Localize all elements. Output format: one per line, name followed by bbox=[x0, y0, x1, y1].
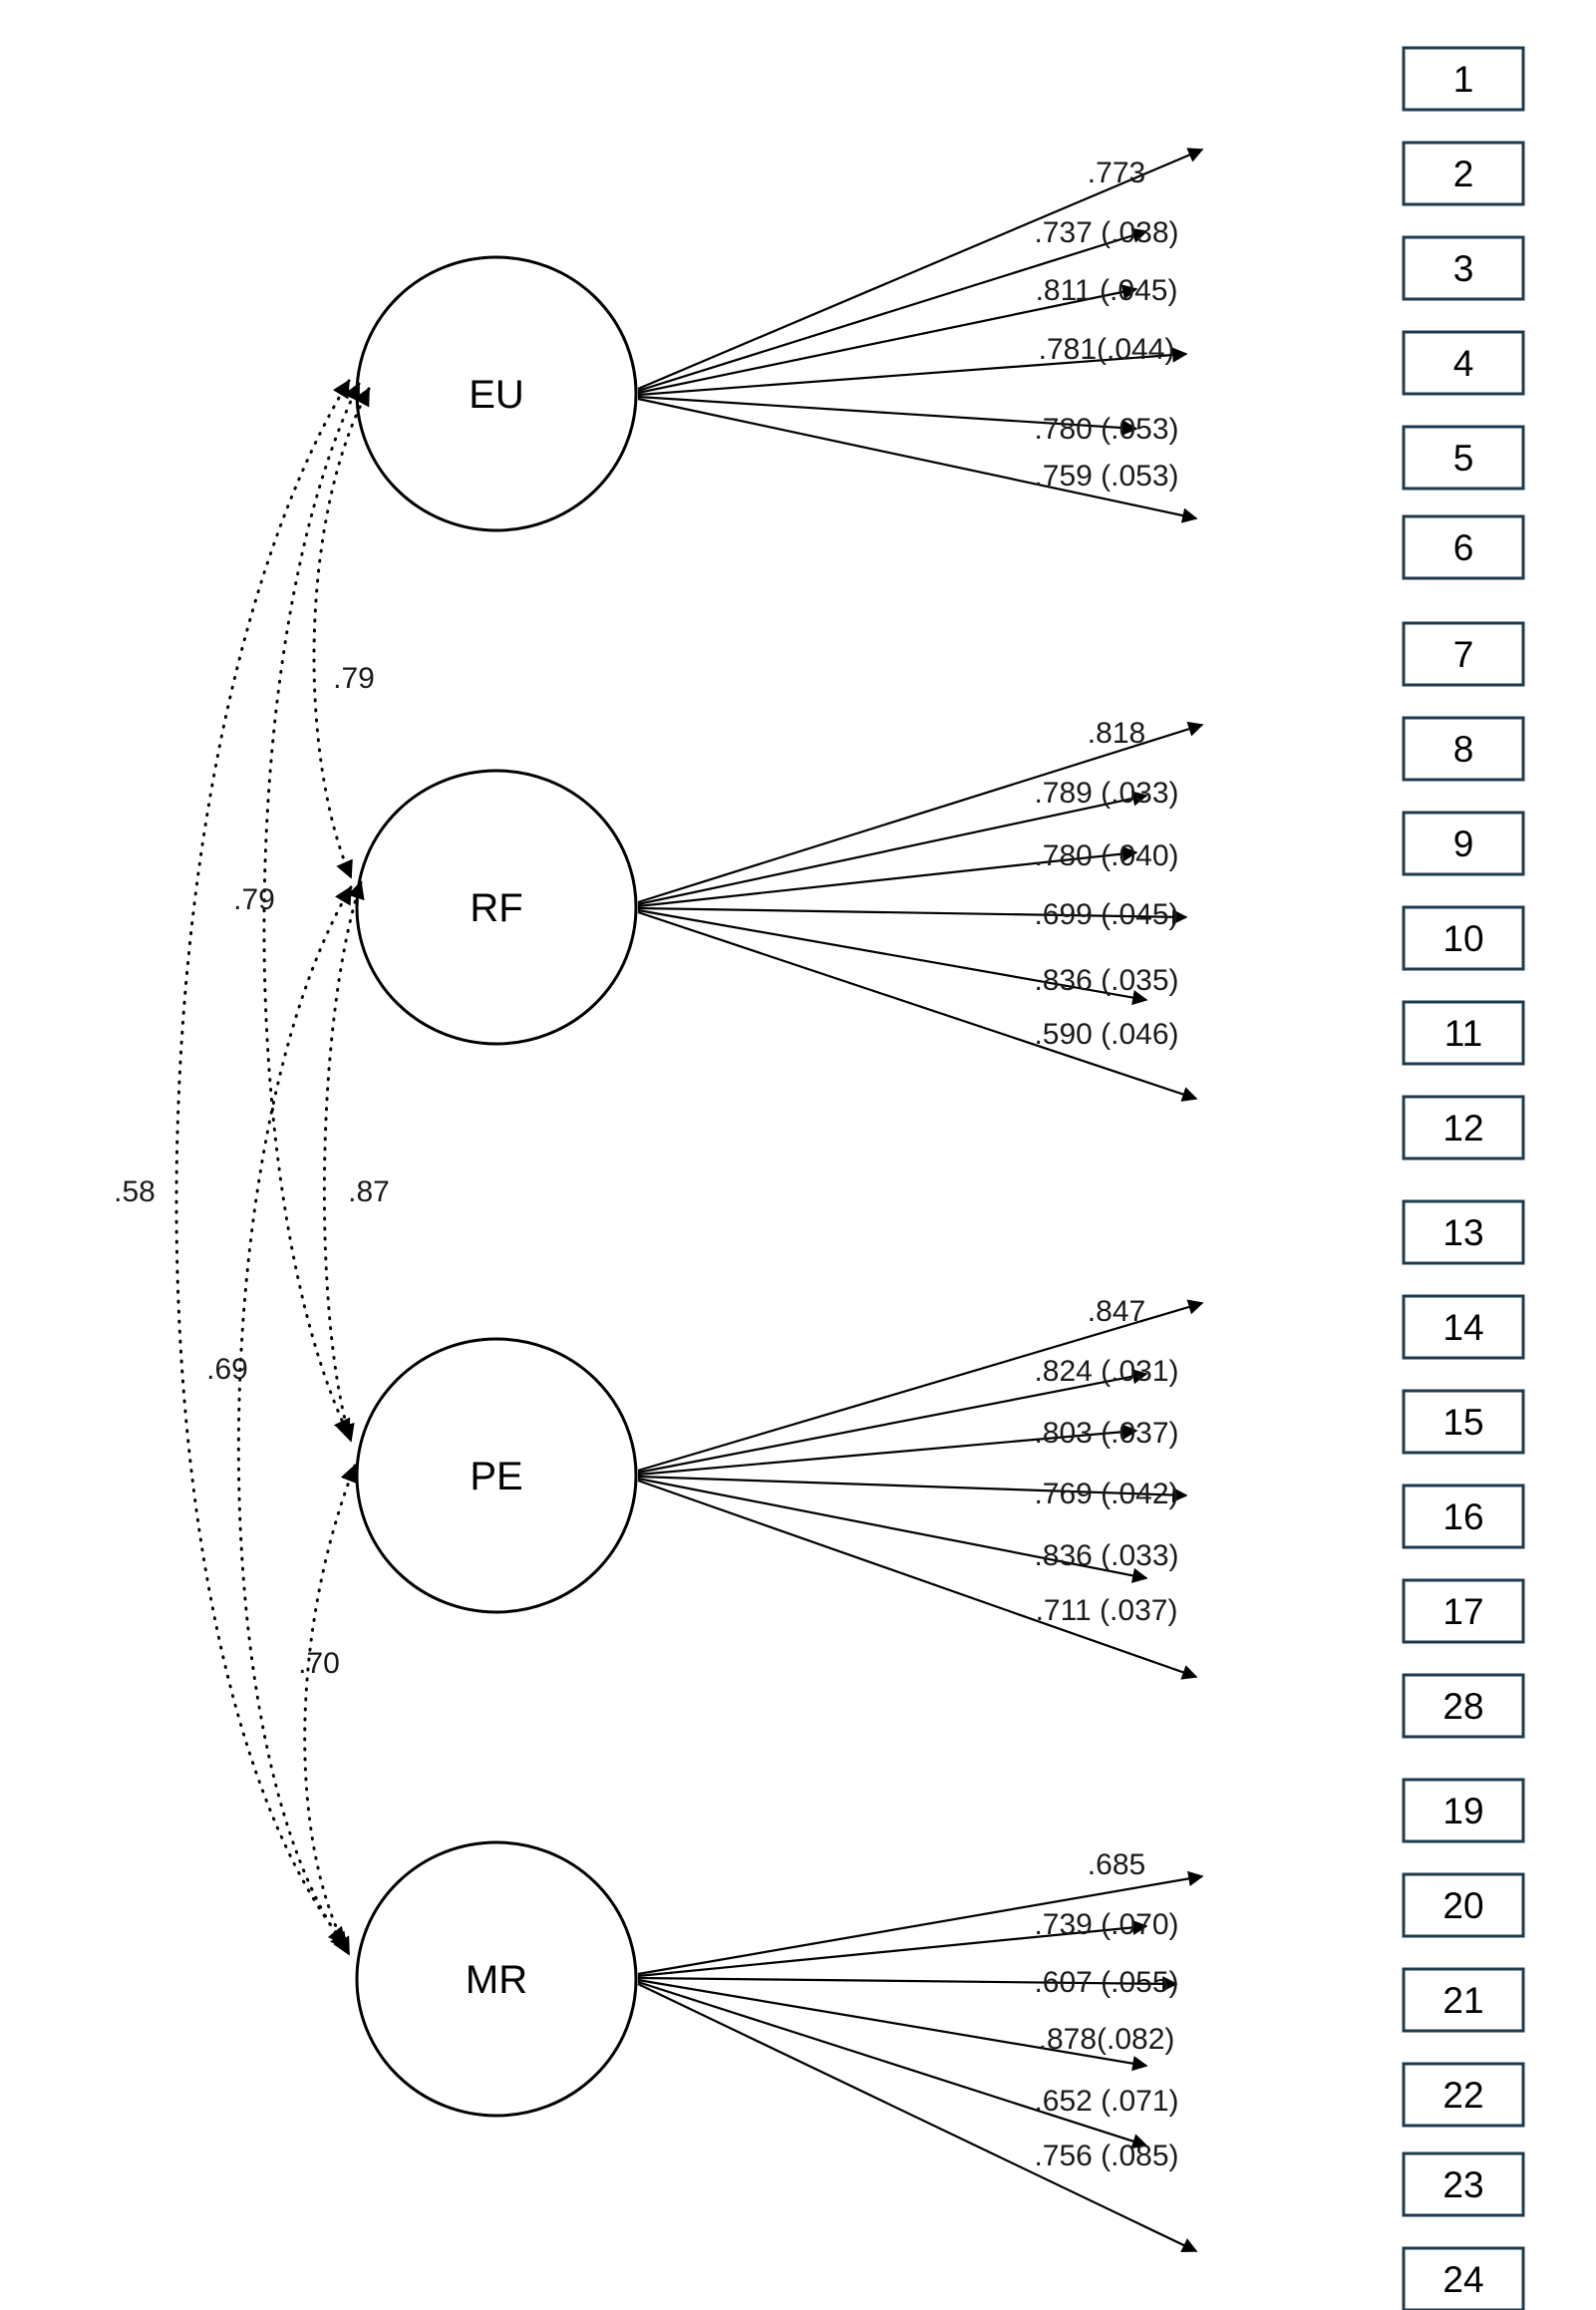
loading-label-rf-12: .590 (.046) bbox=[1034, 1018, 1179, 1051]
factor-label-pe: PE bbox=[470, 1455, 523, 1498]
loading-label-eu-3: .811 (.045) bbox=[1035, 274, 1178, 307]
correlation-curve-rf-pe bbox=[324, 882, 361, 1441]
indicator-box-24 bbox=[1404, 2248, 1523, 2310]
correlation-curve-pe-mr bbox=[305, 1466, 355, 1954]
indicator-box-14 bbox=[1404, 1296, 1523, 1358]
indicator-box-label: 5 bbox=[1452, 438, 1474, 479]
indicator-box-10 bbox=[1404, 907, 1523, 969]
indicator-box-28 bbox=[1404, 1675, 1523, 1737]
indicator-box-label: 1 bbox=[1452, 59, 1474, 100]
loading-label-rf-9: .780 (.040) bbox=[1034, 839, 1179, 872]
indicator-box-label: 28 bbox=[1442, 1686, 1484, 1727]
loading-label-mr-24: .756 (.085) bbox=[1034, 2140, 1179, 2172]
factor-group-rf bbox=[357, 717, 1202, 1099]
indicator-box-label: 11 bbox=[1443, 1013, 1483, 1054]
correlation-label-rf-pe: .87 bbox=[348, 1175, 390, 1208]
indicator-box-label: 7 bbox=[1452, 634, 1474, 675]
loading-label-eu-6: .759 (.053) bbox=[1034, 460, 1179, 493]
indicator-boxes bbox=[1404, 48, 1523, 2310]
indicator-box-label: 17 bbox=[1442, 1591, 1484, 1632]
loading-label-pe-17: .836 (.033) bbox=[1034, 1539, 1179, 1572]
factor-label-eu: EU bbox=[469, 373, 524, 417]
loading-label-mr-23: .652 (.071) bbox=[1034, 2085, 1179, 2118]
correlation-curve-eu-pe bbox=[264, 384, 359, 1436]
loading-arrow-rf-12 bbox=[638, 912, 1196, 1099]
loading-label-rf-10: .699 (.045) bbox=[1034, 898, 1179, 931]
indicator-box-12 bbox=[1404, 1097, 1523, 1158]
loading-label-eu-4: .781(.044) bbox=[1038, 333, 1175, 366]
indicator-box-label: 20 bbox=[1442, 1885, 1484, 1926]
indicator-box-8 bbox=[1404, 718, 1523, 780]
loading-label-eu-2: .737 (.038) bbox=[1034, 216, 1179, 249]
indicator-box-label: 8 bbox=[1452, 729, 1474, 770]
indicator-box-21 bbox=[1404, 1969, 1523, 2031]
correlation-curves bbox=[114, 381, 390, 1954]
correlation-curve-rf-mr bbox=[238, 887, 351, 1949]
loading-label-mr-22: .878(.082) bbox=[1038, 2023, 1175, 2056]
indicator-box-22 bbox=[1404, 2064, 1523, 2126]
loading-label-mr-19: .685 bbox=[1087, 1848, 1146, 1881]
correlation-label-eu-pe: .79 bbox=[233, 883, 275, 916]
correlation-label-pe-mr: .70 bbox=[298, 1647, 340, 1680]
indicator-box-6 bbox=[1404, 516, 1523, 578]
factor-group-mr bbox=[357, 1842, 1202, 2251]
indicator-box-11 bbox=[1404, 1002, 1523, 1064]
indicator-box-13 bbox=[1404, 1201, 1523, 1263]
indicator-box-label: 15 bbox=[1442, 1402, 1484, 1443]
indicator-box-label: 4 bbox=[1452, 343, 1474, 384]
indicator-box-20 bbox=[1404, 1874, 1523, 1936]
loading-label-pe-16: .769 (.042) bbox=[1034, 1478, 1179, 1510]
indicator-box-label: 24 bbox=[1442, 2259, 1484, 2300]
loading-arrow-mr-23 bbox=[638, 1982, 1146, 2145]
indicator-box-label: 2 bbox=[1452, 154, 1474, 194]
loading-label-rf-11: .836 (.035) bbox=[1034, 964, 1179, 997]
correlation-curve-eu-rf bbox=[314, 389, 369, 877]
indicator-box-label: 12 bbox=[1442, 1108, 1484, 1149]
indicator-box-7 bbox=[1404, 623, 1523, 685]
loading-label-pe-28: .711 (.037) bbox=[1035, 1594, 1178, 1627]
indicator-box-1 bbox=[1404, 48, 1523, 110]
indicator-box-label: 9 bbox=[1452, 824, 1474, 864]
factor-group-eu bbox=[357, 150, 1202, 530]
indicator-box-17 bbox=[1404, 1580, 1523, 1642]
loading-label-rf-8: .789 (.033) bbox=[1034, 777, 1179, 810]
loading-label-mr-21: .607 (.055) bbox=[1034, 1966, 1179, 1999]
indicator-box-15 bbox=[1404, 1391, 1523, 1453]
indicator-box-label: 16 bbox=[1442, 1496, 1484, 1537]
loading-label-pe-13: .847 bbox=[1087, 1295, 1146, 1328]
factor-label-mr: MR bbox=[465, 1958, 528, 2002]
loading-label-pe-14: .824 (.031) bbox=[1034, 1355, 1179, 1388]
indicator-box-label: 3 bbox=[1452, 248, 1474, 289]
correlation-label-rf-mr: .69 bbox=[206, 1353, 248, 1386]
factor-label-rf: RF bbox=[470, 886, 523, 930]
indicator-box-label: 10 bbox=[1442, 918, 1484, 959]
indicator-box-5 bbox=[1404, 427, 1523, 489]
indicator-box-4 bbox=[1404, 332, 1523, 394]
indicator-box-label: 23 bbox=[1442, 2164, 1484, 2205]
correlation-label-eu-rf: .79 bbox=[333, 662, 375, 695]
indicator-box-label: 6 bbox=[1452, 527, 1474, 568]
loading-label-eu-1: .773 bbox=[1087, 157, 1146, 189]
indicator-box-2 bbox=[1404, 143, 1523, 204]
indicator-box-label: 13 bbox=[1442, 1212, 1484, 1253]
indicator-box-label: 19 bbox=[1442, 1791, 1484, 1831]
loading-label-eu-5: .780 (.053) bbox=[1034, 413, 1179, 446]
correlation-label-eu-mr: .58 bbox=[114, 1175, 156, 1208]
indicator-box-label: 21 bbox=[1442, 1980, 1484, 2021]
indicator-box-19 bbox=[1404, 1780, 1523, 1841]
indicator-box-9 bbox=[1404, 813, 1523, 874]
indicator-box-label: 22 bbox=[1442, 2075, 1484, 2116]
indicator-box-16 bbox=[1404, 1485, 1523, 1547]
indicator-box-3 bbox=[1404, 237, 1523, 299]
loading-label-mr-20: .739 (.070) bbox=[1034, 1908, 1179, 1941]
factor-group-pe bbox=[357, 1295, 1202, 1677]
indicator-box-label: 14 bbox=[1442, 1307, 1484, 1348]
indicator-box-23 bbox=[1404, 2153, 1523, 2215]
loading-label-pe-15: .803 (.037) bbox=[1034, 1417, 1179, 1450]
loading-arrow-eu-2 bbox=[638, 231, 1146, 391]
loading-label-rf-7: .818 bbox=[1087, 717, 1146, 750]
